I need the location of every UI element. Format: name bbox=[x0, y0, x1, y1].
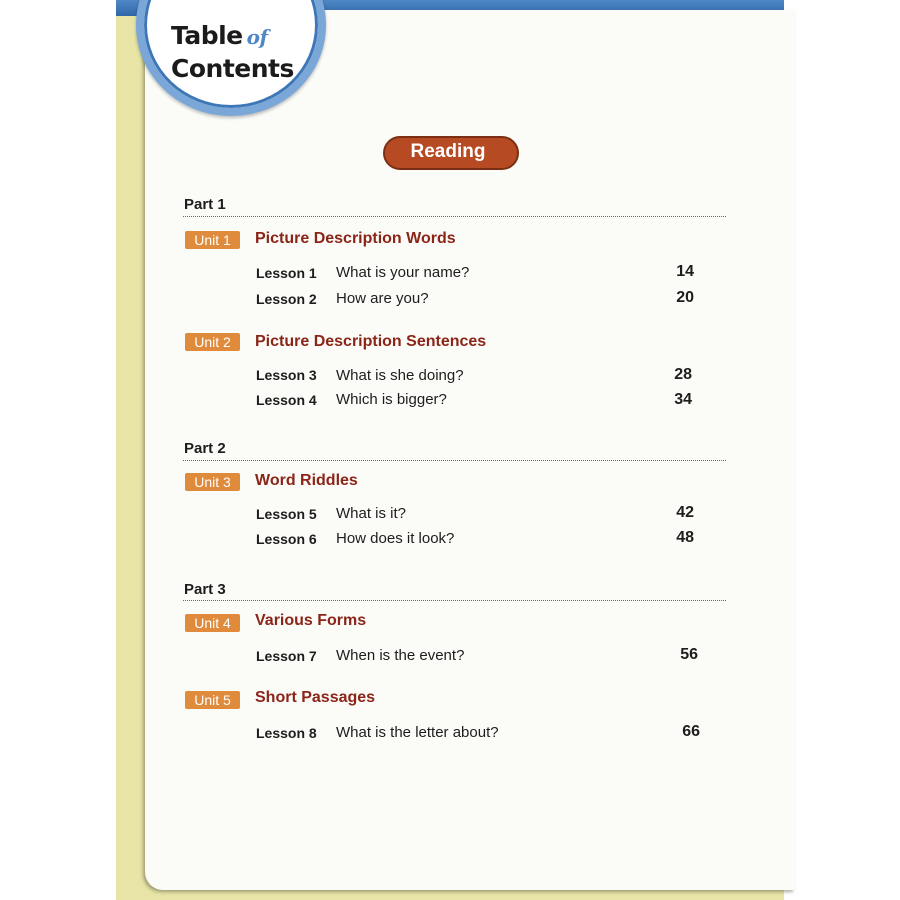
part-label: Part 2 bbox=[184, 440, 226, 457]
title-word-table: Table bbox=[171, 21, 243, 50]
lesson-title: What is it? bbox=[336, 505, 407, 522]
unit-title: Picture Description Words bbox=[255, 230, 456, 247]
unit-title: Picture Description Sentences bbox=[255, 333, 487, 350]
unit-tag: Unit 2 bbox=[185, 333, 240, 351]
lesson-page-number: 14 bbox=[676, 263, 694, 280]
unit-tag: Unit 4 bbox=[185, 614, 240, 632]
title-word-contents: Contents bbox=[171, 54, 294, 83]
unit-tag: Unit 3 bbox=[185, 473, 240, 491]
part-divider bbox=[183, 216, 726, 217]
unit-title: Various Forms bbox=[255, 612, 367, 629]
part-divider bbox=[183, 460, 726, 461]
lesson-label: Lesson 2 bbox=[256, 291, 317, 307]
part-label: Part 3 bbox=[184, 581, 226, 598]
lesson-page-number: 66 bbox=[682, 723, 700, 740]
part-label: Part 1 bbox=[184, 196, 226, 213]
section-banner-label: Reading bbox=[410, 141, 486, 162]
lesson-page-number: 56 bbox=[680, 646, 698, 663]
lesson-page-number: 28 bbox=[674, 366, 692, 383]
lesson-label: Lesson 8 bbox=[256, 725, 317, 741]
lesson-page-number: 48 bbox=[676, 529, 694, 546]
photo-background-right bbox=[784, 0, 900, 900]
photo-background-left bbox=[0, 0, 118, 900]
lesson-title: Which is bigger? bbox=[336, 391, 447, 408]
lesson-title: What is your name? bbox=[336, 264, 470, 281]
lesson-label: Lesson 4 bbox=[256, 392, 317, 408]
title-word-of: of bbox=[246, 25, 268, 49]
lesson-label: Lesson 5 bbox=[256, 506, 317, 522]
part-divider bbox=[183, 600, 726, 601]
lesson-page-number: 20 bbox=[676, 289, 694, 306]
lesson-page-number: 34 bbox=[674, 391, 692, 408]
lesson-title: When is the event? bbox=[336, 647, 465, 664]
lesson-label: Lesson 7 bbox=[256, 648, 317, 664]
lesson-title: What is the letter about? bbox=[336, 724, 499, 741]
lesson-title: What is she doing? bbox=[336, 367, 464, 384]
unit-title: Short Passages bbox=[255, 689, 376, 706]
lesson-title: How does it look? bbox=[336, 530, 455, 547]
unit-tag: Unit 5 bbox=[185, 691, 240, 709]
unit-title: Word Riddles bbox=[255, 472, 358, 489]
lesson-title: How are you? bbox=[336, 290, 429, 307]
lesson-label: Lesson 3 bbox=[256, 367, 317, 383]
lesson-label: Lesson 6 bbox=[256, 531, 317, 547]
page-title bbox=[171, 20, 321, 85]
unit-tag: Unit 1 bbox=[185, 231, 240, 249]
lesson-label: Lesson 1 bbox=[256, 265, 317, 281]
lesson-page-number: 42 bbox=[676, 504, 694, 521]
